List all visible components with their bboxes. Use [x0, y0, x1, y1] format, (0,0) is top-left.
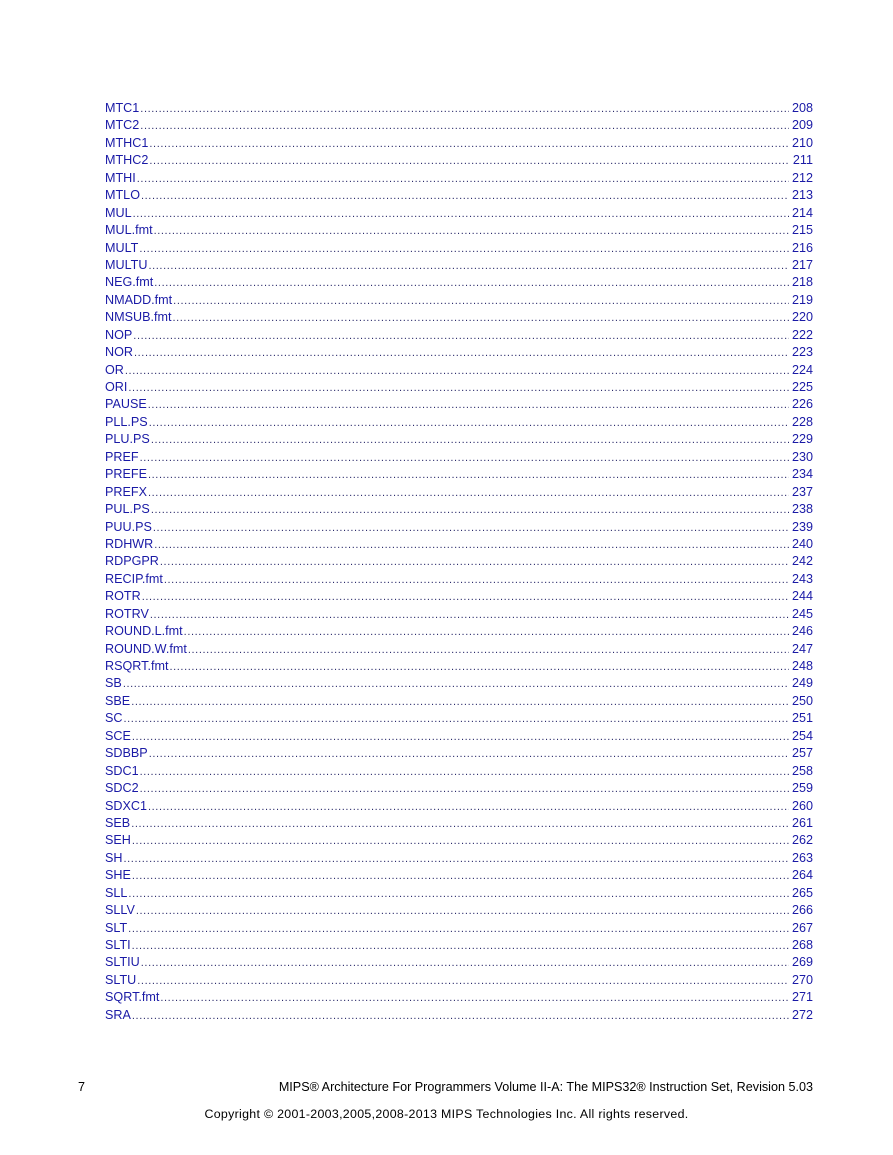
- toc-entry[interactable]: [105, 396, 813, 413]
- toc-dot-leader: [132, 938, 789, 954]
- toc-dot-leader: [134, 345, 789, 361]
- toc-entry-name[interactable]: NEG.fmt: [105, 275, 154, 290]
- toc-entry-page-number[interactable]: 229: [791, 432, 813, 447]
- toc-entry-name[interactable]: SEH: [105, 833, 131, 848]
- toc-dot-leader: [137, 171, 789, 187]
- toc-entry-page-number[interactable]: 213: [791, 188, 813, 203]
- toc-entry-name[interactable]: PUU.PS: [105, 519, 152, 534]
- toc-dot-leader: [149, 153, 790, 169]
- toc-entry-page-number[interactable]: 212: [791, 170, 813, 185]
- toc-dot-leader: [151, 502, 789, 518]
- toc-dot-leader: [148, 485, 789, 501]
- copyright-notice: Copyright © 2001-2003,2005,2008-2013 MIPS Technologies Inc. All rights reserved.: [204, 1107, 689, 1121]
- toc-entry-page-number[interactable]: 269: [791, 955, 813, 970]
- toc-entry-name[interactable]: SHE: [105, 868, 131, 883]
- toc-entry-name[interactable]: MUL.fmt: [105, 223, 153, 238]
- toc-entry-name[interactable]: NOP: [105, 327, 133, 342]
- toc-dot-leader: [149, 415, 789, 431]
- toc-entry-page-number[interactable]: 263: [791, 850, 813, 865]
- toc-entry[interactable]: [105, 728, 813, 745]
- toc-entry[interactable]: [105, 240, 813, 257]
- toc-entry-page-number[interactable]: 248: [791, 659, 813, 673]
- toc-entry-page-number[interactable]: 265: [791, 885, 813, 900]
- toc-entry-name[interactable]: NOR: [105, 345, 133, 360]
- toc-entry[interactable]: [105, 815, 813, 832]
- toc-entry-name[interactable]: SDC2: [105, 781, 139, 796]
- toc-entry-page-number[interactable]: 234: [791, 467, 813, 482]
- toc-entry-name[interactable]: SH: [105, 850, 123, 865]
- toc-entry-page-number[interactable]: 214: [791, 205, 813, 220]
- toc-entry-page-number[interactable]: 246: [791, 624, 813, 639]
- toc-entry-name[interactable]: RDHWR: [105, 536, 154, 551]
- toc-dot-leader: [131, 694, 789, 710]
- toc-entry-name[interactable]: ROTRV: [105, 606, 149, 621]
- toc-dot-leader: [128, 921, 789, 937]
- toc-entry-page-number[interactable]: 267: [791, 920, 813, 935]
- toc-entry[interactable]: [105, 885, 813, 902]
- toc-entry-page-number[interactable]: 257: [791, 746, 813, 761]
- toc-entry-name[interactable]: MULT: [105, 240, 139, 255]
- toc-dot-leader: [141, 955, 789, 971]
- toc-entry[interactable]: [105, 362, 813, 379]
- toc-entry-name[interactable]: PLU.PS: [105, 432, 150, 447]
- toc-dot-leader: [140, 118, 789, 134]
- toc-entry-page-number[interactable]: 254: [791, 728, 813, 743]
- toc-entry[interactable]: [105, 571, 813, 588]
- toc-entry-page-number[interactable]: 268: [791, 938, 813, 952]
- toc-dot-leader: [137, 973, 789, 989]
- toc-entry-page-number[interactable]: 264: [791, 868, 813, 883]
- toc-entry-page-number[interactable]: 259: [791, 781, 813, 796]
- toc-entry[interactable]: [105, 100, 813, 117]
- toc-entry[interactable]: [105, 745, 813, 762]
- toc-entry-page-number[interactable]: 245: [791, 606, 813, 621]
- footer-page-number: 7: [78, 1080, 86, 1094]
- toc-dot-leader: [132, 729, 789, 745]
- toc-entry-page-number[interactable]: 208: [791, 101, 813, 115]
- toc-dot-leader: [140, 764, 789, 780]
- toc-entry-name[interactable]: MTLO: [105, 188, 140, 203]
- toc-entry-name[interactable]: MTHC2: [105, 153, 149, 168]
- toc-entry-name[interactable]: MTC1: [105, 101, 140, 115]
- toc-entry-name[interactable]: ROUND.W.fmt: [105, 641, 187, 656]
- toc-entry-name[interactable]: SC: [105, 711, 123, 726]
- toc-entry-page-number[interactable]: 238: [791, 502, 813, 517]
- toc-entry-page-number[interactable]: 239: [791, 519, 813, 534]
- toc-entry[interactable]: [105, 937, 813, 954]
- toc-entry[interactable]: [105, 850, 813, 867]
- toc-dot-leader: [142, 589, 789, 605]
- toc-entry-name[interactable]: PREF: [105, 449, 139, 464]
- toc-entry-page-number[interactable]: 272: [791, 1007, 813, 1022]
- toc-entry[interactable]: [105, 484, 813, 501]
- toc-entry[interactable]: [105, 623, 813, 640]
- toc-entry-name[interactable]: MUL: [105, 205, 132, 220]
- toc-dot-leader: [141, 188, 789, 204]
- toc-entry-page-number[interactable]: 215: [791, 223, 813, 238]
- toc-entry[interactable]: [105, 1007, 813, 1024]
- toc-dot-leader: [124, 851, 789, 867]
- toc-entry[interactable]: [105, 553, 813, 570]
- toc-entry-page-number[interactable]: 270: [791, 972, 813, 987]
- toc-entry-name[interactable]: SDC1: [105, 763, 139, 778]
- toc-dot-leader: [149, 136, 789, 152]
- toc-dot-leader: [132, 868, 789, 884]
- toc-entry-page-number[interactable]: 250: [791, 693, 813, 708]
- toc-entry-name[interactable]: MTHC1: [105, 135, 149, 150]
- toc-entry-page-number[interactable]: 237: [791, 484, 813, 499]
- toc-entry-page-number[interactable]: 258: [791, 763, 813, 778]
- toc-entry[interactable]: [105, 658, 813, 675]
- toc-entry-name[interactable]: MTC2: [105, 118, 140, 133]
- toc-entry-page-number[interactable]: 230: [791, 449, 813, 464]
- toc-dot-leader: [125, 363, 789, 379]
- toc-entry-page-number[interactable]: 219: [791, 292, 813, 307]
- toc-entry[interactable]: [105, 327, 813, 344]
- toc-dot-leader: [150, 607, 789, 623]
- toc-entry-name[interactable]: SLT: [105, 920, 128, 935]
- toc-entry[interactable]: [105, 274, 813, 291]
- toc-dot-leader: [148, 397, 789, 413]
- toc-entry-page-number[interactable]: 247: [791, 641, 813, 656]
- toc-entry-page-number[interactable]: 261: [791, 815, 813, 830]
- toc-entry[interactable]: [105, 309, 813, 326]
- toc-entry-page-number[interactable]: 209: [791, 118, 813, 133]
- toc-entry[interactable]: [105, 972, 813, 989]
- toc-dot-leader: [136, 903, 789, 919]
- toc-entry-page-number[interactable]: 260: [791, 798, 813, 813]
- toc-entry[interactable]: [105, 710, 813, 727]
- toc-dot-leader: [148, 467, 789, 483]
- toc-entry[interactable]: [105, 763, 813, 780]
- toc-entry[interactable]: [105, 501, 813, 518]
- toc-entry-name[interactable]: PAUSE: [105, 397, 147, 412]
- toc-entry-page-number[interactable]: 242: [791, 554, 813, 569]
- toc-entry-name[interactable]: SLTU: [105, 972, 137, 987]
- toc-entry[interactable]: [105, 519, 813, 536]
- toc-entry[interactable]: [105, 902, 813, 919]
- toc-entry-name[interactable]: ORI: [105, 380, 128, 394]
- toc-dot-leader: [148, 799, 789, 815]
- toc-entry-page-number[interactable]: 243: [791, 571, 813, 586]
- toc-entry[interactable]: [105, 344, 813, 361]
- toc-entry[interactable]: [105, 536, 813, 553]
- toc-entry[interactable]: [105, 135, 813, 152]
- toc-entry-name[interactable]: PREFX: [105, 484, 147, 499]
- toc-entry-page-number[interactable]: 266: [791, 903, 813, 918]
- toc-dot-leader: [128, 380, 789, 396]
- toc-entry-name[interactable]: PREFE: [105, 467, 147, 482]
- toc-dot-leader: [132, 833, 789, 849]
- toc-dot-leader: [154, 223, 789, 239]
- toc-entry-name[interactable]: OR: [105, 362, 124, 377]
- toc-entry[interactable]: [105, 222, 813, 239]
- toc-entry-page-number[interactable]: 271: [791, 990, 813, 1005]
- toc-entry[interactable]: [105, 187, 813, 204]
- toc-dot-leader: [153, 520, 789, 536]
- toc-entry-page-number[interactable]: 240: [791, 536, 813, 551]
- toc-dot-leader: [140, 450, 789, 466]
- toc-dot-leader: [148, 258, 789, 274]
- toc-entry-name[interactable]: NMSUB.fmt: [105, 310, 172, 325]
- toc-dot-leader: [128, 886, 789, 902]
- toc-dot-leader: [184, 624, 789, 640]
- toc-entry[interactable]: [105, 449, 813, 466]
- toc-entry[interactable]: [105, 292, 813, 309]
- toc-dot-leader: [124, 711, 789, 727]
- toc-dot-leader: [160, 554, 789, 570]
- toc-dot-leader: [151, 432, 789, 448]
- toc-entry-name[interactable]: SDBBP: [105, 746, 148, 761]
- toc-entry[interactable]: [105, 431, 813, 448]
- toc-entry-name[interactable]: MTHI: [105, 170, 136, 185]
- toc-entry[interactable]: [105, 414, 813, 431]
- toc-entry-page-number[interactable]: 223: [791, 345, 813, 360]
- toc-entry-page-number[interactable]: 225: [791, 380, 813, 394]
- toc-dot-leader: [164, 572, 789, 588]
- toc-entry[interactable]: [105, 257, 813, 274]
- toc-entry-page-number[interactable]: 217: [791, 257, 813, 272]
- toc-entry-page-number[interactable]: 251: [791, 711, 813, 726]
- toc-entry-name[interactable]: SCE: [105, 728, 131, 743]
- toc-entry-page-number[interactable]: 249: [791, 676, 813, 691]
- toc-entry-name[interactable]: ROUND.L.fmt: [105, 624, 183, 639]
- toc-entry-name[interactable]: PLL.PS: [105, 414, 148, 429]
- toc-dot-leader: [133, 328, 789, 344]
- toc-entry-name[interactable]: RDPGPR: [105, 554, 159, 569]
- toc-entry-page-number[interactable]: 211: [792, 153, 813, 168]
- toc-dot-leader: [140, 101, 789, 117]
- toc-entry[interactable]: [105, 920, 813, 937]
- toc-dot-leader: [131, 816, 789, 832]
- toc-dot-leader: [149, 746, 789, 762]
- toc-entry-name[interactable]: SLTIU: [105, 955, 140, 970]
- toc-dot-leader: [169, 659, 789, 675]
- toc-dot-leader: [188, 642, 789, 658]
- toc-entry[interactable]: [105, 466, 813, 483]
- toc-entry[interactable]: [105, 379, 813, 396]
- toc-dot-leader: [133, 206, 789, 222]
- toc-dot-leader: [139, 241, 789, 257]
- toc-entry[interactable]: [105, 693, 813, 710]
- toc-entry-name[interactable]: SLLV: [105, 903, 135, 918]
- footer-document-title: MIPS® Architecture For Programmers Volume II-A: The MIPS32® Instruction Set, Revision 5.03: [278, 1080, 813, 1094]
- toc-entry-page-number[interactable]: 216: [791, 240, 813, 255]
- toc-entry[interactable]: [105, 798, 813, 815]
- toc-entry-page-number[interactable]: 228: [791, 414, 813, 429]
- table-of-contents: [105, 100, 813, 1024]
- toc-entry[interactable]: [105, 867, 813, 884]
- toc-entry-page-number[interactable]: 220: [791, 310, 813, 325]
- toc-entry-name[interactable]: SBE: [105, 693, 131, 708]
- toc-entry-name[interactable]: MULTU: [105, 257, 148, 272]
- toc-dot-leader: [172, 310, 789, 326]
- toc-entry[interactable]: [105, 588, 813, 605]
- toc-entry[interactable]: [105, 989, 813, 1006]
- toc-entry-name[interactable]: SLTI: [105, 938, 131, 952]
- toc-entry-page-number[interactable]: 210: [791, 135, 813, 150]
- toc-entry-name[interactable]: SEB: [105, 815, 131, 830]
- toc-entry[interactable]: [105, 780, 813, 797]
- toc-entry-page-number[interactable]: 218: [791, 275, 813, 290]
- toc-dot-leader: [123, 676, 789, 692]
- toc-entry[interactable]: [105, 954, 813, 971]
- toc-entry-page-number[interactable]: 244: [791, 589, 813, 604]
- toc-dot-leader: [173, 293, 789, 309]
- toc-entry-name[interactable]: SQRT.fmt: [105, 990, 160, 1005]
- toc-entry[interactable]: [105, 117, 813, 134]
- toc-entry-name[interactable]: SRA: [105, 1007, 131, 1022]
- toc-entry[interactable]: [105, 606, 813, 623]
- toc-entry[interactable]: [105, 205, 813, 222]
- toc-dot-leader: [154, 537, 789, 553]
- toc-entry-name[interactable]: SLL: [105, 885, 128, 900]
- toc-entry[interactable]: [105, 641, 813, 658]
- toc-dot-leader: [154, 275, 789, 291]
- toc-dot-leader: [132, 1008, 789, 1024]
- toc-entry[interactable]: [105, 152, 813, 169]
- toc-dot-leader: [140, 781, 789, 797]
- toc-entry-name[interactable]: NMADD.fmt: [105, 292, 173, 307]
- toc-entry-page-number[interactable]: 224: [791, 362, 813, 377]
- toc-entry-name[interactable]: PUL.PS: [105, 502, 150, 517]
- toc-entry-name[interactable]: SDXC1: [105, 798, 147, 813]
- toc-entry-page-number[interactable]: 226: [791, 397, 813, 412]
- toc-entry-name[interactable]: RECIP.fmt: [105, 571, 163, 586]
- toc-entry[interactable]: [105, 675, 813, 692]
- toc-entry[interactable]: [105, 832, 813, 849]
- toc-entry-name[interactable]: RSQRT.fmt: [105, 659, 169, 673]
- toc-entry-name[interactable]: ROTR: [105, 589, 141, 604]
- toc-dot-leader: [160, 990, 789, 1006]
- toc-entry-page-number[interactable]: 262: [791, 833, 813, 848]
- toc-entry-name[interactable]: SB: [105, 676, 122, 691]
- toc-entry-page-number[interactable]: 222: [791, 327, 813, 342]
- toc-entry[interactable]: [105, 170, 813, 187]
